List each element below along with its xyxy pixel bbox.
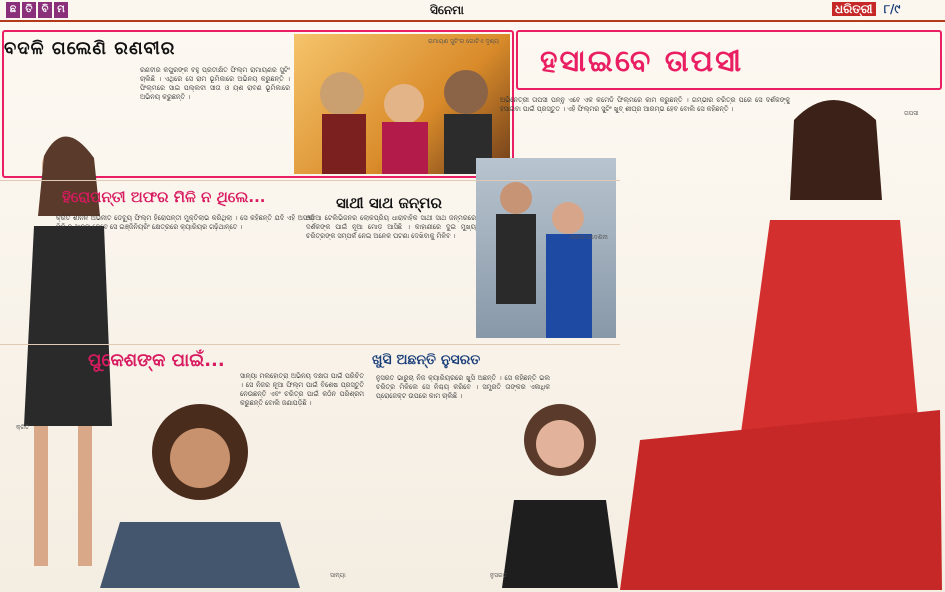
row-divider <box>0 344 620 345</box>
nushrratt-body: ନୁସରତ ଭାରୁଚା ନିଜ କ୍ୟାରିୟରରେ ଖୁସି ଅଛନ୍ତି । ସେ କହିଛନ୍ତି ଭଲ ଚରିତ୍ର ମିଳିଲେ ସେ ନିଶ୍ଚୟ କରିବେ । ସମ୍ପ୍ରତି ତାଙ୍କର ଏକାଧିକ ପ୍ରୋଜେକ୍ଟ ଉପରେ କାମ ଚାଲିଛି । <box>376 374 550 400</box>
sanya-body: ସାନ୍ୟା ମଲହୋତ୍ରା ଅଭିନୟ ଦକ୍ଷତା ପାଇଁ ପରିଚିତ । ସେ ନିଜର ନୂଆ ଫିଲ୍ମ ପାଇଁ ବିଶେଷ ପ୍ରସ୍ତୁତି ନେଉଛନ୍ତି ଏବଂ ଚରିତ୍ର ପାଇଁ କଠିନ ପରିଶ୍ରମ କରୁଛନ୍ତି ବୋଲି ଜଣାପଡ଼ିଛି । <box>240 372 364 407</box>
nushrratt-headline: ଖୁସି ଅଛନ୍ତି ନୁସରତ <box>372 352 481 368</box>
row-divider <box>0 180 620 181</box>
taapsee-headline: ହସାଇବେ ତାପସୀ <box>540 44 744 79</box>
brand-letter: ମ <box>54 2 68 18</box>
taapsee-credit: ତାପସୀ <box>904 110 919 117</box>
ranbir-headline: ବଦଳି ଗଲେଣି ରଣବୀର <box>4 38 176 59</box>
masthead-logo: ଧରିତ୍ରୀ <box>832 2 876 16</box>
section-title: ସିନେମା <box>430 3 464 17</box>
brand-letter: ତି <box>22 2 36 18</box>
saathi-body: ଓଡ଼ିଆ ଟେଲିଭିଜନର ଲୋକପ୍ରିୟ ଧାରାବାହିକ ସାଥୀ ସାଥ ଜନ୍ମରରେ ଦର୍ଶକଙ୍କ ପାଇଁ ନୂଆ ମୋଡ଼ ଆସିଛି । କାହାଣୀରେ ଦୁଇ ମୁଖ୍ୟ ଚରିତ୍ରଙ୍କ ସମ୍ପର୍କ ନେଇ ଅନେକ ଘଟଣା ଦେଖିବାକୁ ମିଳିବ । <box>306 214 476 240</box>
brand-letter: ଛ <box>6 2 20 18</box>
masthead <box>832 2 900 17</box>
nushrratt-photo <box>500 380 620 588</box>
brand-letter: ବି <box>38 2 52 18</box>
ramayana-photo <box>294 34 510 174</box>
sanya-headline: ପୁକେଶଙ୍କ ପାଇଁ... <box>88 350 225 371</box>
saathi-caption: ମାନସ-ଅଦେଶିନୀ <box>570 234 608 241</box>
kriti-credit: କ୍ରିତି <box>16 424 30 431</box>
kriti-body: କ୍ରିତି ଶାନନ ଅଭିନୀତ ଡେବ୍ୟୁ ଫିଲ୍ମ ହିରୋପନ୍ତୀ ମୁକ୍ତିଲାଭ କରିଥିଲା । ସେ କହିଛନ୍ତି ଯଦି ଏହି ଅଫର ମିଳି ନ ଥାନ୍ତା ତେବେ ସେ ଇଞ୍ଜିନିୟରିଂ କ୍ଷେତ୍ରରେ କ୍ୟାରିୟର ଗଢ଼ିଥାନ୍ତେ । <box>56 214 314 231</box>
ramayana-caption: ରାମାୟଣ ସୁଟିଂର ଗୋଟିଏ ଦୃଶ୍ୟ <box>428 38 499 45</box>
page-number: ୮/୯ <box>883 2 901 16</box>
sanya-credit: ସାନ୍ୟା <box>330 572 346 579</box>
kriti-headline: ହିରୋପନ୍ତୀ ଅଫର ମିଳି ନ ଥିଲେ... <box>62 188 266 206</box>
nushrratt-credit: ନୁସରତ <box>490 572 507 579</box>
saathi-headline: ସାଥୀ ସାଥ ଜନ୍ମର <box>336 194 442 212</box>
taapsee-body: ଅଭିନେତ୍ରୀ ତାପସୀ ପନ୍ନୁ ଏବେ ଏକ କମେଡି ଫିଲ୍ମରେ କାମ କରୁଛନ୍ତି । ଗମ୍ଭୀର ଚରିତ୍ର ପରେ ସେ ଦର୍ଶକଙ୍କୁ ହସାଇବା ପାଇଁ ପ୍ରସ୍ତୁତ । ଏହି ଫିଲ୍ମର ସୁଟିଂ ଖୁବ୍ ଶୀଘ୍ର ଆରମ୍ଭ ହେବ ବୋଲି ସେ କହିଛନ୍ତି । <box>500 96 790 113</box>
header-rule <box>0 20 945 22</box>
page-brand <box>6 2 68 18</box>
taapsee-photo <box>620 80 942 590</box>
ranbir-body: ରଣବୀର କପୁରଙ୍କ ବହୁ ପ୍ରତୀକ୍ଷିତ ଫିଲ୍ମ ରାମାୟଣର ସୁଟିଂ ଚାଲିଛି । ଏଥିରେ ସେ ରାମ ଭୂମିକାରେ ଅଭିନୟ କରୁଛନ୍ତି । ଫିଲ୍ମରେ ସାଇ ପଲ୍ଲବୀ ସୀତା ଓ ୟଶ ରାବଣ ଭୂମିକାରେ ଅଭିନୟ କରୁଛନ୍ତି । <box>140 66 290 101</box>
